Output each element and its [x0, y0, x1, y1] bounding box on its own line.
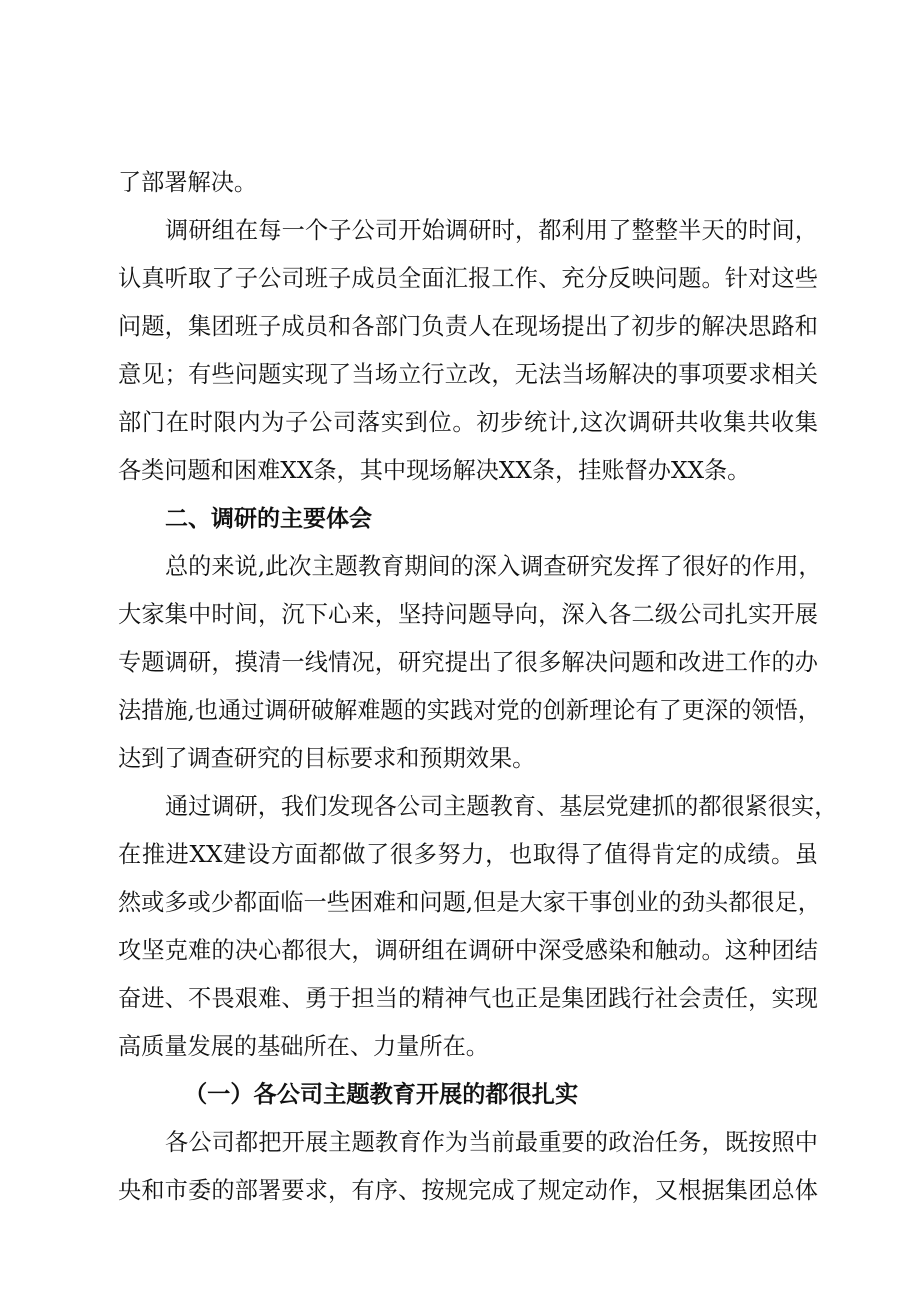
paragraph-line: 部门在时限内为子公司落实到位。初步统计,这次调研共收集共收集 [118, 409, 818, 436]
paragraph-line: 奋进、不畏艰难、勇于担当的精神气也正是集团践行社会责任，实现 [118, 985, 818, 1012]
paragraph-line: 高质量发展的基础所在、力量所在。 [118, 1033, 489, 1060]
paragraph-line: 认真听取了子公司班子成员全面汇报工作、充分反映问题。针对这些 [118, 265, 818, 292]
paragraph-line: 央和市委的部署要求，有序、按规完成了规定动作，又根据集团总体 [118, 1177, 818, 1204]
paragraph-line: 了部署解决。 [118, 169, 258, 196]
paragraph-line: 达到了调查研究的目标要求和预期效果。 [118, 745, 536, 772]
paragraph-line: 总的来说,此次主题教育期间的深入调查研究发挥了很好的作用， [165, 553, 822, 580]
paragraph-line: 专题调研，摸清一线情况，研究提出了很多解决问题和改进工作的办 [118, 649, 818, 676]
paragraph-line: 调研组在每一个子公司开始调研时，都利用了整整半天的时间， [165, 217, 818, 244]
section-heading: 二、调研的主要体会 [165, 506, 372, 532]
paragraph-line: 各公司都把开展主题教育作为当前最重要的政治任务，既按照中 [165, 1129, 818, 1156]
paragraph-line: 大家集中时间，沉下心来，坚持问题导向，深入各二级公司扎实开展 [118, 601, 818, 628]
paragraph-line: 各类问题和困难XX条，其中现场解决XX条，挂账督办XX条。 [118, 457, 751, 484]
paragraph-line: 攻坚克难的决心都很大，调研组在调研中深受感染和触动。这种团结 [118, 937, 818, 964]
subsection-heading: （一）各公司主题教育开展的都很扎实 [184, 1081, 579, 1108]
paragraph-line: 然或多或少都面临一些困难和问题,但是大家干事创业的劲头都很足， [118, 889, 821, 916]
paragraph-line: 法措施,也通过调研破解难题的实践对党的创新理论有了更深的领悟， [118, 697, 821, 724]
paragraph-line: 通过调研，我们发现各公司主题教育、基层党建抓的都很紧很实， [165, 793, 838, 820]
paragraph-line: 在推进XX建设方面都做了很多努力，也取得了值得肯定的成绩。虽 [118, 841, 818, 868]
paragraph-line: 问题，集团班子成员和各部门负责人在现场提出了初步的解决思路和 [118, 313, 818, 340]
paragraph-line: 意见；有些问题实现了当场立行立改，无法当场解决的事项要求相关 [118, 361, 818, 388]
